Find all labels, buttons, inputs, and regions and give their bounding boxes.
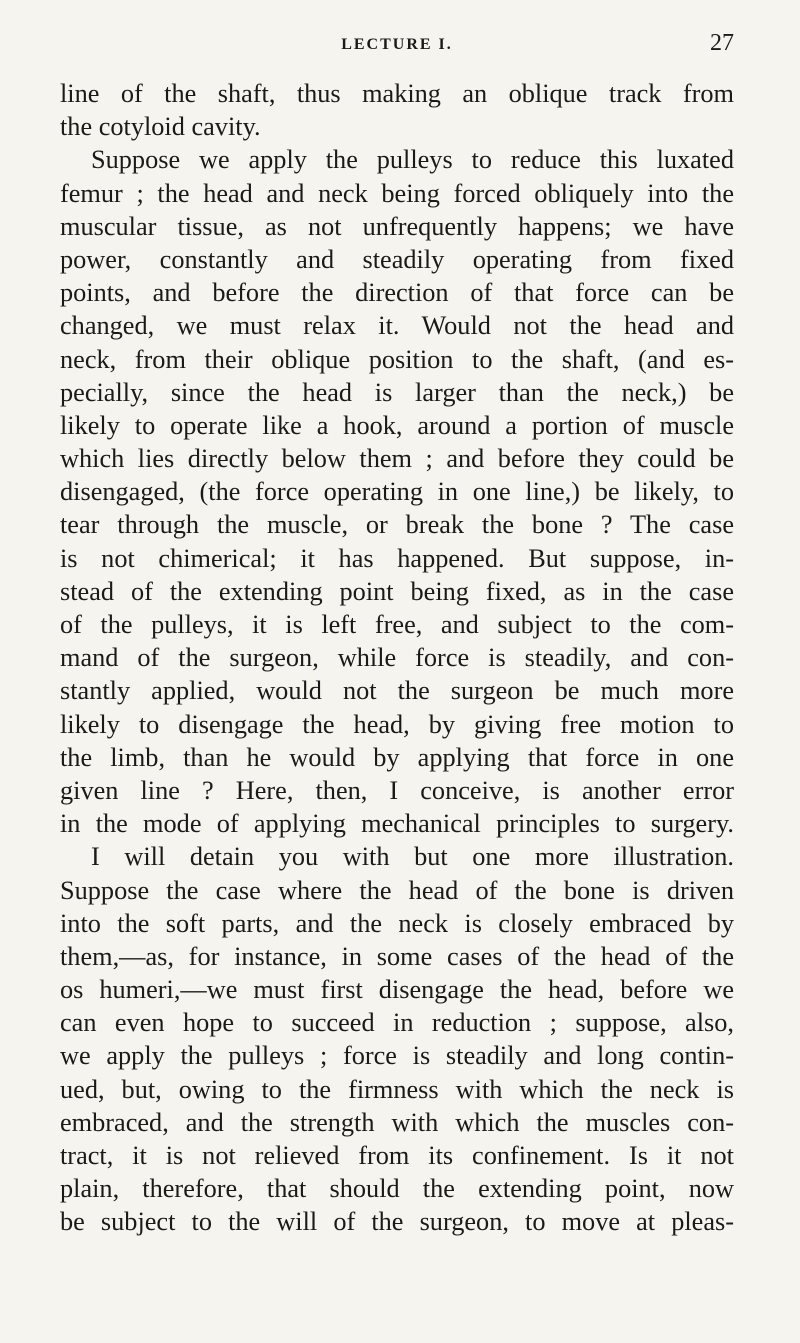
text-line: stead of the extending point being fixed, as in the case [60,576,734,606]
text-line: tear through the muscle, or break the bone ? The case [60,510,734,540]
text-line: given line ? Here, then, I conceive, is another error [60,775,734,805]
text-line: neck, from their oblique position to the shaft, (and es- [60,344,734,374]
text-line: plain, therefore, that should the extending point, now [60,1174,734,1204]
text-line: power, constantly and steadily operating from fixed [60,244,734,274]
text-line: the limb, than he would by applying that force in one [60,742,734,772]
text-line: embraced, and the strength with which the muscles con- [60,1107,734,1137]
text-line: into the soft parts, and the neck is closely embraced by [60,908,734,938]
text-line: I will detain you with but one more illustration. [91,842,734,872]
text-line: os humeri,—we must first disengage the head, before we [60,975,734,1005]
text-line: them,—as, for instance, in some cases of the head of the [60,941,734,971]
text-line: stantly applied, would not the surgeon be much more [60,676,734,706]
text-line: the cotyloid cavity. [60,112,261,142]
text-line: Suppose the case where the head of the bone is driven [60,875,734,905]
running-title: LECTURE I. [341,36,453,53]
page-number: 27 [710,30,734,56]
text-line: muscular tissue, as not unfrequently happens; we have [60,211,734,241]
text-line: can even hope to succeed in reduction ; suppose, also, [60,1008,734,1038]
text-line: ued, but, owing to the firmness with which the neck is [60,1074,734,1104]
text-line: Suppose we apply the pulleys to reduce this luxated [91,145,734,175]
text-line: is not chimerical; it has happened. But suppose, in- [60,543,734,573]
body-text [60,77,734,1239]
text-line: points, and before the direction of that force can be [60,278,734,308]
running-head [60,30,734,64]
text-line: femur ; the head and neck being forced obliquely into the [60,178,734,208]
text-line: changed, we must relax it. Would not the head and [60,311,734,341]
text-line: tract, it is not relieved from its confinement. Is it not [60,1141,734,1170]
text-line: we apply the pulleys ; force is steadily and long contin- [60,1041,734,1071]
text-line: likely to operate like a hook, around a portion of muscle [60,410,734,440]
text-line: disengaged, (the force operating in one line,) be likely, to [60,477,734,507]
text-line: pecially, since the head is larger than the neck,) be [60,377,734,407]
text-line: line of the shaft, thus making an oblique track from [60,79,734,108]
text-line: in the mode of applying mechanical principles to surgery. [60,809,734,839]
text-line: likely to disengage the head, by giving free motion to [60,709,734,739]
text-line: be subject to the will of the surgeon, to move at pleas- [60,1207,734,1237]
text-line: which lies directly below them ; and before they could be [60,444,734,474]
text-line: of the pulleys, it is left free, and subject to the com- [60,610,734,639]
text-line: mand of the surgeon, while force is steadily, and con- [60,643,734,673]
